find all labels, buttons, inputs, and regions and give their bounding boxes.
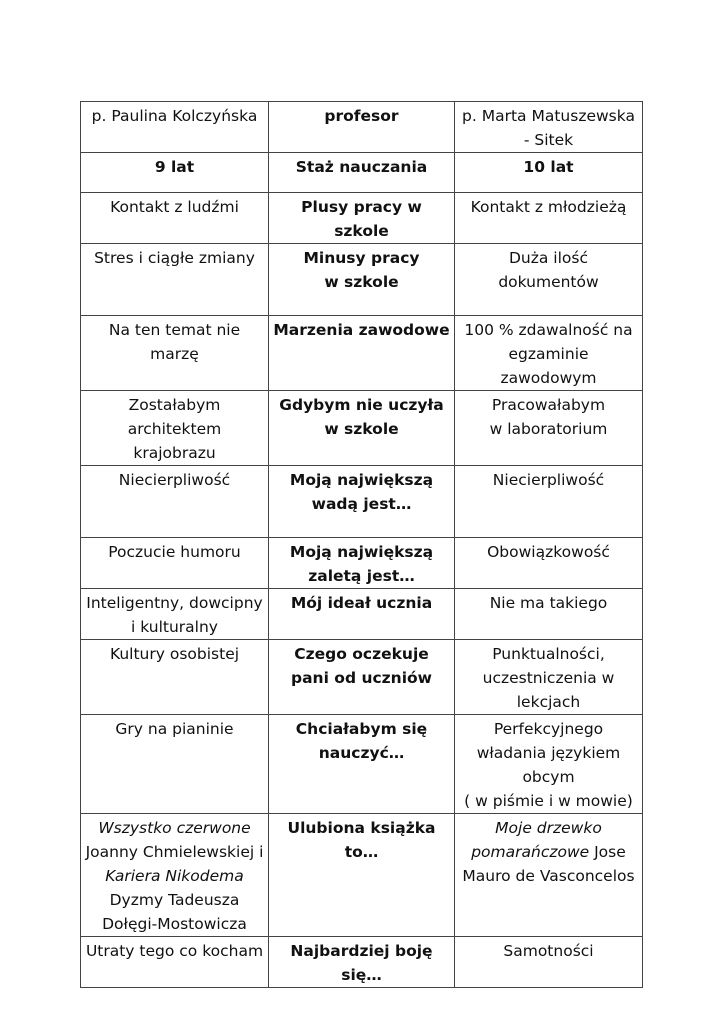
table-row (81, 244, 643, 316)
book-title: Moje drzewko pomarańczowe (471, 819, 602, 861)
table-row (81, 937, 643, 988)
question-line: Minusy pracy (303, 249, 420, 267)
question-label: Moją największą wadą jest… (269, 466, 455, 538)
teacher-1-answer: Na ten temat nie marzę (81, 316, 269, 391)
teacher-2-answer: Duża ilość dokumentów (455, 244, 643, 316)
teacher-1-answer: Niecierpliwość (81, 466, 269, 538)
teacher-2-answer: Samotności (455, 937, 643, 988)
question-label: Mój ideał ucznia (269, 589, 455, 640)
question-label: Staż nauczania (269, 153, 455, 193)
teacher-2-answer: Niecierpliwość (455, 466, 643, 538)
question-label: Czego oczekuje pani od uczniów (269, 640, 455, 715)
teacher-2-answer: Obowiązkowość (455, 538, 643, 589)
answer-line: ( w piśmie i w mowie) (464, 792, 633, 810)
answer-line: Pracowałabym (491, 396, 606, 414)
question-label: Gdybym nie uczyła w szkole (269, 391, 455, 466)
teacher-2-answer: Punktualności, uczestniczenia w lekcjach (455, 640, 643, 715)
teacher-2-answer: 10 lat (455, 153, 643, 193)
question-label: Chciałabym się nauczyć… (269, 715, 455, 814)
teacher-2-name: p. Marta Matuszewska - Sitek (455, 102, 643, 153)
table-row (81, 193, 643, 244)
teacher-1-answer: Utraty tego co kocham (81, 937, 269, 988)
table-row (81, 102, 643, 153)
question-label: Plusy pracy w szkole (269, 193, 455, 244)
header-role: profesor (269, 102, 455, 153)
table-row (81, 538, 643, 589)
table-row (81, 640, 643, 715)
book-title: Wszystko czerwone (98, 819, 251, 837)
teacher-1-answer (81, 814, 269, 937)
question-label: Marzenia zawodowe (269, 316, 455, 391)
table-row (81, 814, 643, 937)
table-row (81, 153, 643, 193)
teacher-2-answer: Kontakt z młodzieżą (455, 193, 643, 244)
teacher-1-answer: Stres i ciągłe zmiany (81, 244, 269, 316)
table-row (81, 466, 643, 538)
teacher-2-answer: 100 % zdawalność na egzaminie zawodowym (455, 316, 643, 391)
table-row (81, 715, 643, 814)
teacher-2-answer (455, 391, 643, 466)
teacher-1-name: p. Paulina Kolczyńska (81, 102, 269, 153)
table-row (81, 316, 643, 391)
teacher-1-answer: 9 lat (81, 153, 269, 193)
teacher-1-answer: Inteligentny, dowcipny i kulturalny (81, 589, 269, 640)
teacher-1-answer: Gry na pianinie (81, 715, 269, 814)
answer-line: w laboratorium (489, 420, 608, 438)
question-label (269, 244, 455, 316)
teacher-1-answer: Kultury osobistej (81, 640, 269, 715)
book-author: Jose Mauro de Vasconcelos (462, 843, 635, 885)
teacher-2-answer: Nie ma takiego (455, 589, 643, 640)
question-label: Moją największą zaletą jest… (269, 538, 455, 589)
book-title: Kariera Nikodema (105, 867, 244, 885)
answer-line: Perfekcyjnego władania językiem obcym (476, 720, 621, 786)
question-line: w szkole (324, 273, 399, 291)
table-row (81, 391, 643, 466)
question-label: Ulubiona książka to… (269, 814, 455, 937)
questionnaire-table (80, 101, 643, 988)
teacher-1-answer: Kontakt z ludźmi (81, 193, 269, 244)
question-label: Najbardziej boję się… (269, 937, 455, 988)
table-row (81, 589, 643, 640)
teacher-2-answer (455, 715, 643, 814)
teacher-1-answer: Zostałabym architektem krajobrazu (81, 391, 269, 466)
book-author: Dyzmy Tadeusza Dołęgi-Mostowicza (102, 891, 247, 933)
book-author: Joanny Chmielewskiej i (85, 843, 264, 861)
teacher-2-answer (455, 814, 643, 937)
teacher-1-answer: Poczucie humoru (81, 538, 269, 589)
